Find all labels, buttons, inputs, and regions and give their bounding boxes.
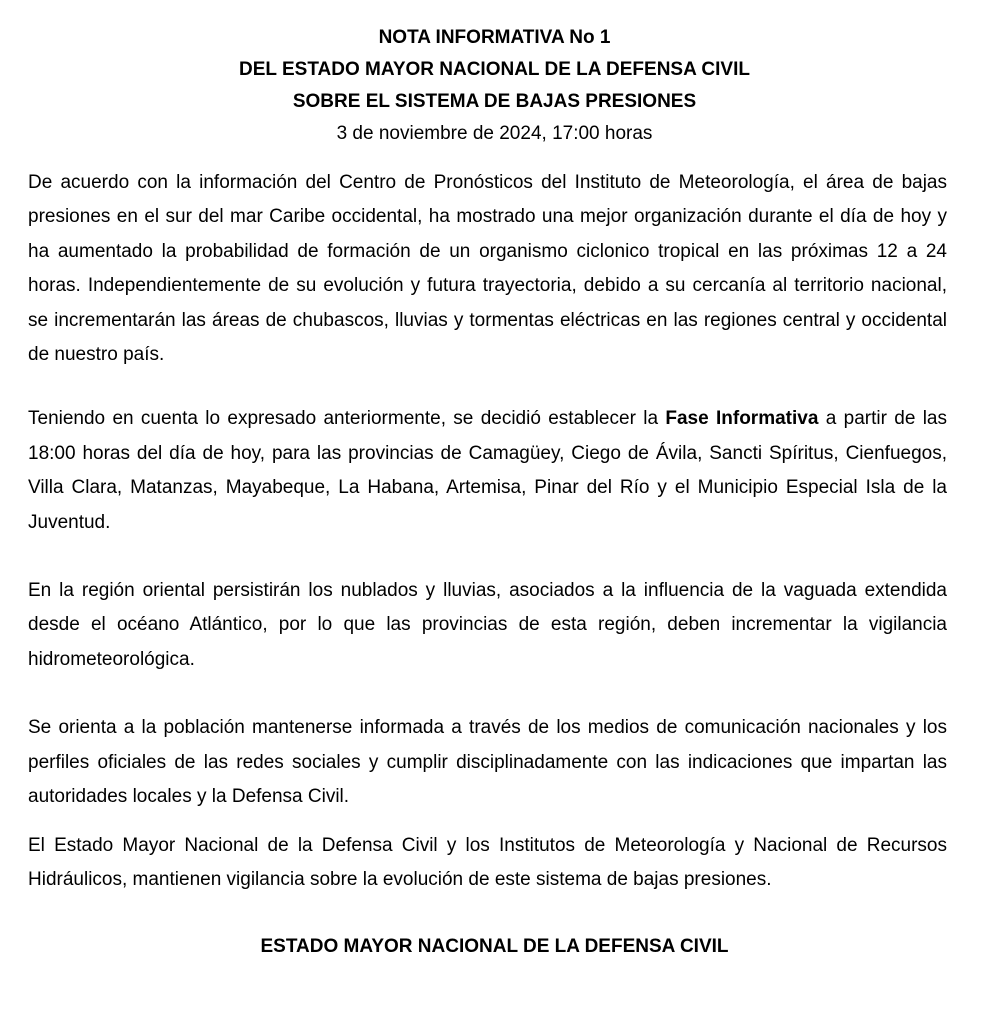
paragraph-population-guidance: Se orienta a la población mantenerse informada a través de los medios de comunicación nacionales y los perfiles oficiales de las redes sociales y cumplir disciplinadamente con las indicaciones que impartan las autoridades locales y la Defensa Civil. (28, 717, 947, 808)
phase-name: Fase Informativa (665, 408, 819, 430)
header-subject: SOBRE EL SISTEMA DE BAJAS PRESIONES (292, 91, 697, 112)
paragraph-phase-provinces: a partir de las 18:00 horas del día de hoy, para las provincias de Camagüey, Ciego de Ávila, Sancti Spíritus, Cienfuegos, Villa Clara, Matanzas, Mayabeque, La Habana, Artemisa, Pinar del Río y el Municipio Especial Isla de la Juventud. (28, 408, 947, 533)
document-header (42, 22, 947, 150)
paragraph-eastern-region: En la región oriental persistirán los nublados y lluvias, asociados a la influencia de la vaguada extendida desde el océano Atlántico, por lo que las provincias de esta región, deben incrementar la vigilancia hidrometeorológica. (28, 580, 947, 670)
document-signature: ESTADO MAYOR NACIONAL DE LA DEFENSA CIVIL (260, 936, 729, 958)
paragraph-phase-intro: Teniendo en cuenta lo expresado anteriormente, se decidió establecer la (28, 408, 666, 430)
paragraph-surveillance: El Estado Mayor Nacional de la Defensa Civil y los Institutos de Meteorología y Nacional de Recursos Hidráulicos, mantienen vigilancia sobre la evolución de este sistema de bajas presiones. (28, 834, 947, 890)
paragraph-phase (28, 402, 947, 540)
header-date: 3 de noviembre de 2024, 17:00 horas (336, 123, 653, 144)
paragraph-forecast: De acuerdo con la información del Centro de Pronósticos del Instituto de Meteorología, el área de bajas presiones en el sur del mar Caribe occidental, ha mostrado una mejor organización durante el día de hoy y ha aumentado la probabilidad de formación de un organismo ciclonico tropical en las próximas 12 a 24 horas. Independientemente de su evolución y futura trayectoria, debido a su cercanía al territorio nacional, se incrementarán las áreas de chubascos, lluvias y tormentas eléctricas en las regiones central y occidental de nuestro país. (28, 172, 947, 366)
header-title: NOTA INFORMATIVA No 1 (378, 27, 611, 48)
header-issuer: DEL ESTADO MAYOR NACIONAL DE LA DEFENSA CIVIL (239, 59, 750, 80)
